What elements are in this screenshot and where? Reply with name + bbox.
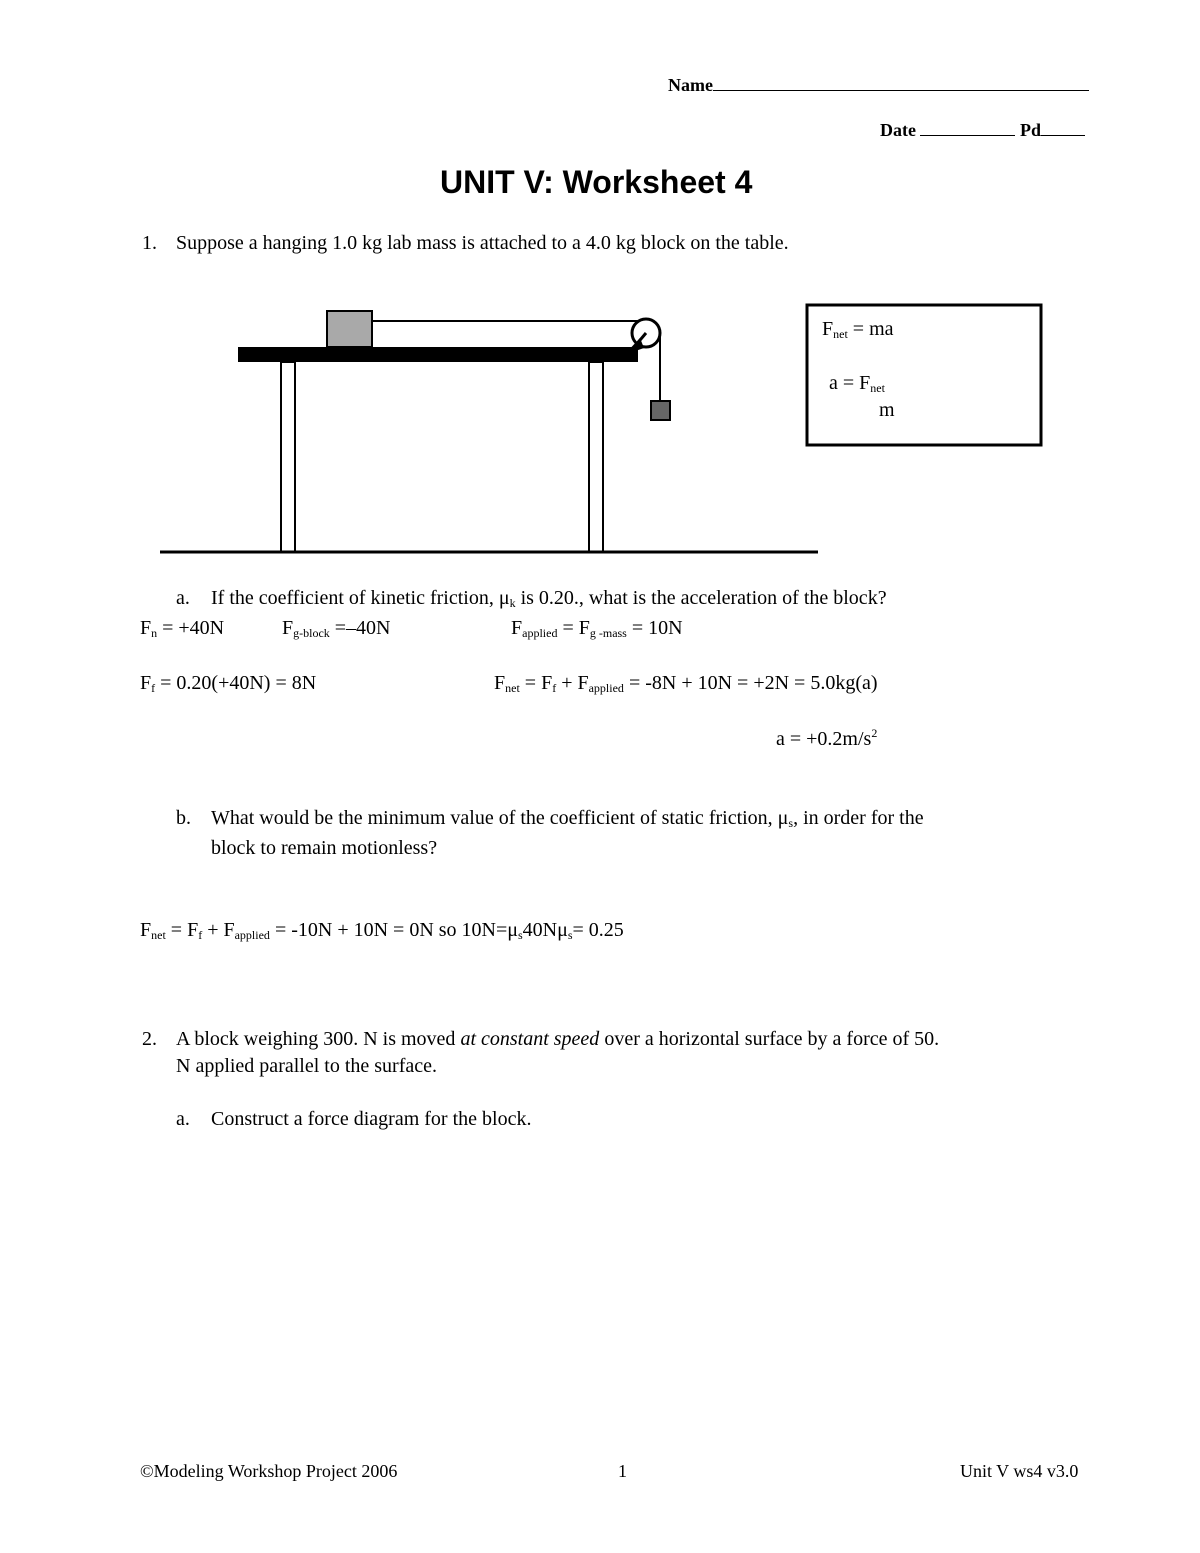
work-normal-force: $F_n = +40N$	[140, 617, 225, 640]
table-top	[238, 347, 638, 362]
q2-number: 2.	[142, 1028, 157, 1050]
q1-number: 1.	[142, 232, 157, 254]
table-leg-right	[589, 362, 603, 552]
work-static-friction: $F_{net} = F_f + F_{applied} = -10N + 10N = 0N$ so $10N=\mu_s40N\mu_s= 0.25$	[140, 919, 624, 942]
footer-copyright: ©Modeling Workshop Project 2006	[140, 1461, 398, 1481]
work-acceleration-answer: $a = +0.2m/s^2$	[776, 726, 878, 750]
q1-text: Suppose a hanging 1.0 kg lab mass is attached to a 4.0 kg block on the table.	[176, 232, 789, 254]
work-gravity-block: $F_{g-block} =-40N$	[282, 617, 391, 640]
footer-version: Unit V ws4 v3.0	[960, 1461, 1079, 1481]
q1a-letter: a.	[176, 587, 190, 609]
q2a-text: Construct a force diagram for the block.	[211, 1108, 532, 1130]
q1b-letter: b.	[176, 807, 191, 829]
q1a-text: If the coefficient of kinetic friction, $\mu_k$ is 0.20., what is the acceleration of the block?	[211, 587, 887, 610]
q1b-text-line2: block to remain motionless?	[211, 837, 438, 859]
formula-acceleration-denominator: m	[879, 399, 895, 421]
formula-newton-second-law: $F_{net}$ = ma	[822, 318, 894, 341]
date-label: Date	[880, 120, 916, 140]
q2-text-line1: A block weighing 300. N is moved at constant speed over a horizontal surface by a force of 50.	[176, 1028, 940, 1050]
name-label: Name	[668, 75, 713, 95]
formula-acceleration-numerator: $a = F_{net}$	[829, 372, 885, 395]
table-pulley-diagram	[0, 0, 1200, 600]
q2a-letter: a.	[176, 1108, 190, 1130]
work-net-force: $F_{net} = F_f + F_{applied} = -8N + 10N = +2N = 5.0kg(a)$	[494, 672, 878, 695]
work-applied-force: $F_{applied} = F_{g -mass} = 10N$	[511, 617, 683, 640]
q2-text-line2: N applied parallel to the surface.	[176, 1055, 437, 1077]
hanging-mass	[651, 401, 670, 420]
footer-page-number: 1	[618, 1461, 627, 1481]
table-leg-left	[281, 362, 295, 552]
work-friction-force: $F_f = 0.20(+40N) = 8N$	[140, 672, 317, 695]
q1b-text-line1: What would be the minimum value of the coefficient of static friction, $\mu_s$, in order for the	[211, 807, 924, 830]
block-on-table	[327, 311, 372, 347]
page-title: UNIT V: Worksheet 4	[440, 164, 753, 200]
pd-label: Pd	[1019, 120, 1041, 140]
